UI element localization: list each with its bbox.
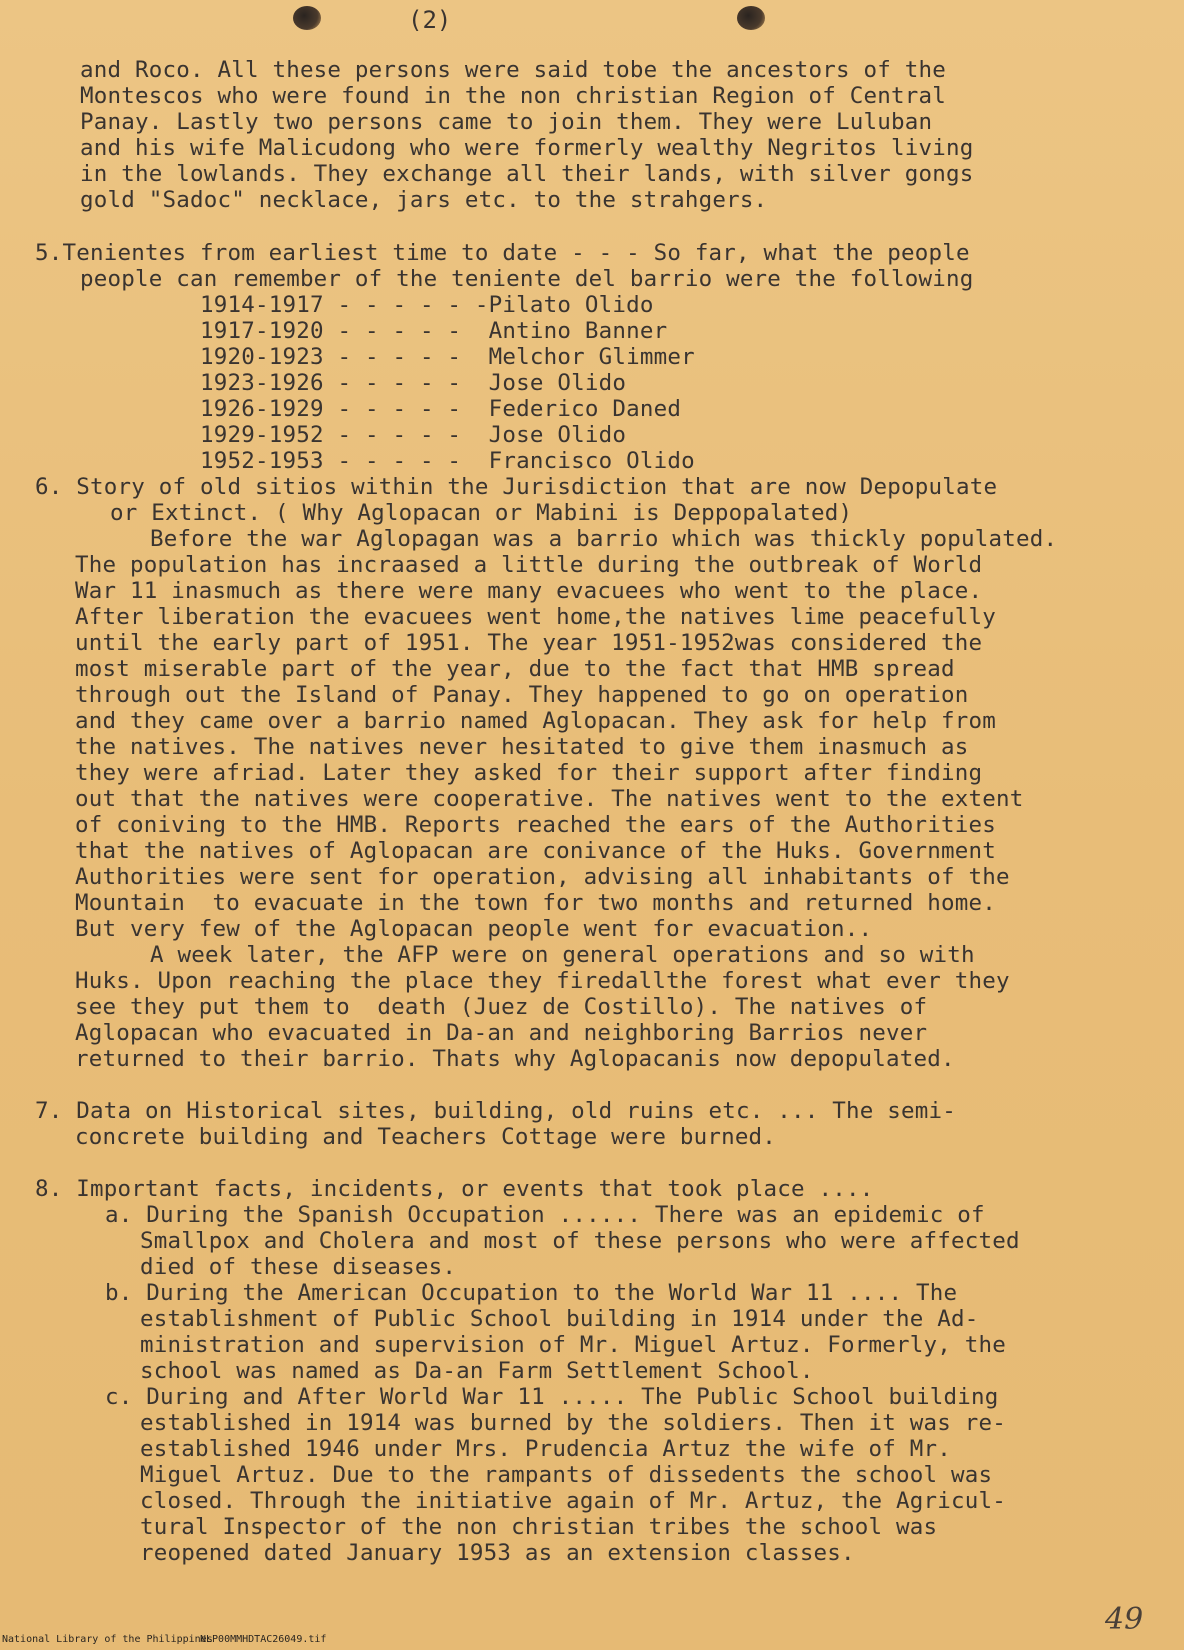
text-line: A week later, the AFP were on general operations and so with	[150, 942, 975, 968]
text-line: tural Inspector of the non christian tribes the school was	[140, 1514, 938, 1540]
text-line: Before the war Aglopagan was a barrio which was thickly populated.	[150, 526, 1058, 552]
list-item: a. During the Spanish Occupation ...... There was an epidemic of	[105, 1202, 985, 1228]
text-line: school was named as Da-an Farm Settlement School.	[140, 1358, 814, 1384]
text-line: After liberation the evacuees went home,the natives lime peacefully	[75, 604, 996, 630]
text-line: in the lowlands. They exchange all their lands, with silver gongs	[80, 161, 974, 187]
section-heading: 5.Tenientes from earliest time to date - - - So far, what the people	[35, 240, 970, 266]
text-line: gold "Sadoc" necklace, jars etc. to the strahgers.	[80, 187, 768, 213]
teniente-row: 1952-1953 - - - - - Francisco Olido	[200, 448, 695, 474]
text-line: most miserable part of the year, due to the fact that HMB spread	[75, 656, 955, 682]
text-line: Miguel Artuz. Due to the rampants of dissedents the school was	[140, 1462, 993, 1488]
text-line: concrete building and Teachers Cottage were burned.	[75, 1124, 777, 1150]
text-line: and Roco. All these persons were said tobe the ancestors of the	[80, 57, 947, 83]
text-line: But very few of the Aglopacan people went for evacuation..	[75, 916, 873, 942]
text-line: established in 1914 was burned by the soldiers. Then it was re-	[140, 1410, 1007, 1436]
text-line: Panay. Lastly two persons came to join them. They were Luluban	[80, 109, 933, 135]
text-line: see they put them to death (Juez de Costillo). The natives of	[75, 994, 928, 1020]
text-line: people can remember of the teniente del barrio were the following	[80, 266, 974, 292]
teniente-row: 1920-1923 - - - - - Melchor Glimmer	[200, 344, 695, 370]
text-line: through out the Island of Panay. They happened to go on operation	[75, 682, 969, 708]
text-line: establishment of Public School building in 1914 under the Ad-	[140, 1306, 979, 1332]
handwritten-page-mark: 49	[1105, 1602, 1144, 1637]
list-item: b. During the American Occupation to the World War 11 .... The	[105, 1280, 958, 1306]
text-line: returned to their barrio. Thats why Aglopacanis now depopulated.	[75, 1046, 955, 1072]
footer-file: NLP00MMHDTAC26049.tif	[200, 1634, 327, 1645]
teniente-row: 1926-1929 - - - - - Federico Daned	[200, 396, 682, 422]
text-line: Montescos who were found in the non christian Region of Central	[80, 83, 947, 109]
text-line: and his wife Malicudong who were formerly wealthy Negritos living	[80, 135, 974, 161]
section-heading: 7. Data on Historical sites, building, old ruins etc. ... The semi-	[35, 1098, 956, 1124]
footer-library: National Library of the Philippines	[2, 1634, 213, 1645]
text-line: established 1946 under Mrs. Prudencia Artuz the wife of Mr.	[140, 1436, 952, 1462]
page-number: (2)	[408, 6, 452, 34]
text-line: War 11 inasmuch as there were many evacuees who went to the place.	[75, 578, 983, 604]
text-line: they were afriad. Later they asked for their support after finding	[75, 760, 983, 786]
text-line: the natives. The natives never hesitated to give them inasmuch as	[75, 734, 969, 760]
text-line: closed. Through the initiative again of Mr. Artuz, the Agricul-	[140, 1488, 1007, 1514]
text-line: Authorities were sent for operation, advising all inhabitants of the	[75, 864, 1010, 890]
text-line: or Extinct. ( Why Aglopacan or Mabini is Deppopalated)	[110, 500, 853, 526]
punch-hole-left	[293, 6, 321, 30]
text-line: Huks. Upon reaching the place they firedallthe forest what ever they	[75, 968, 1010, 994]
text-line: reopened dated January 1953 as an extension classes.	[140, 1540, 855, 1566]
teniente-row: 1914-1917 - - - - - -Pilato Olido	[200, 292, 654, 318]
text-line: of coniving to the HMB. Reports reached the ears of the Authorities	[75, 812, 996, 838]
text-line: until the early part of 1951. The year 1951-1952was considered the	[75, 630, 983, 656]
teniente-row: 1917-1920 - - - - - Antino Banner	[200, 318, 668, 344]
teniente-row: 1923-1926 - - - - - Jose Olido	[200, 370, 627, 396]
text-line: Mountain to evacuate in the town for two months and returned home.	[75, 890, 996, 916]
punch-hole-right	[737, 6, 765, 30]
text-line: that the natives of Aglopacan are conivance of the Huks. Government	[75, 838, 996, 864]
text-line: ministration and supervision of Mr. Miguel Artuz. Formerly, the	[140, 1332, 1007, 1358]
text-line: died of these diseases.	[140, 1254, 457, 1280]
text-line: The population has incraased a little during the outbreak of World	[75, 552, 983, 578]
list-item: c. During and After World War 11 ..... The Public School building	[105, 1384, 999, 1410]
text-line: and they came over a barrio named Aglopacan. They ask for help from	[75, 708, 996, 734]
text-line: Aglopacan who evacuated in Da-an and neighboring Barrios never	[75, 1020, 928, 1046]
section-heading: 6. Story of old sitios within the Jurisdiction that are now Depopulate	[35, 474, 998, 500]
text-line: Smallpox and Cholera and most of these persons who were affected	[140, 1228, 1020, 1254]
teniente-row: 1929-1952 - - - - - Jose Olido	[200, 422, 627, 448]
text-line: out that the natives were cooperative. The natives went to the extent	[75, 786, 1024, 812]
section-heading: 8. Important facts, incidents, or events that took place ....	[35, 1176, 874, 1202]
